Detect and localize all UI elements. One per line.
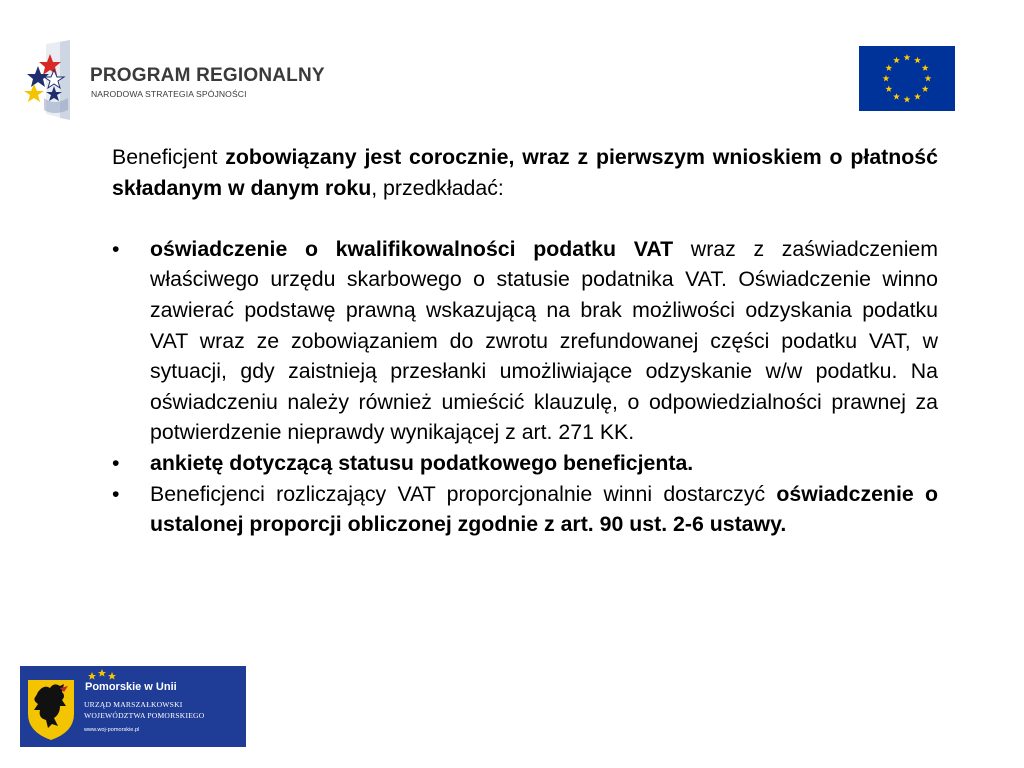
intro-word: Beneficjent xyxy=(112,145,218,169)
bullet-list xyxy=(112,234,938,540)
bullet-bold: ankietę dotyczącą statusu podatkowego beneficjenta. xyxy=(150,450,694,475)
bullet-bold: oświadczenie o ustalonej proporcji obliczonej zgodnie z art. 90 ust. 2-6 ustawy. xyxy=(150,481,938,537)
bullet-bold: oświadczenie o kwalifikowalności podatku VAT xyxy=(150,236,674,261)
intro-paragraph xyxy=(112,142,938,203)
pomorskie-logo xyxy=(20,666,246,747)
intro-bold: zobowiązany jest corocznie, wraz z pierwszym xyxy=(225,145,705,169)
main-content xyxy=(112,142,938,540)
intro-bold-2: wnioskiem o płatność składanym w danym roku xyxy=(112,145,938,200)
bullet-icon: • xyxy=(112,481,120,506)
bullet-item-survey xyxy=(112,448,938,479)
bullet-item-proportion xyxy=(112,479,938,540)
bullet-item-vat-statement xyxy=(112,234,938,448)
footer-url: www.woj-pomorskie.pl xyxy=(84,727,140,733)
bullet-text: wraz z zaświadczeniem właściwego urzędu skarbowego o statusie podatnika VAT. Oświadczenie winno zawierać podstawę prawną wskazującą na brak możliwości odzyskania podatku VAT wraz ze zobowiązaniem do zwrotu zrefundowanej części podatku VAT, w sytuacji, gdy zaistnieją przesłanki umożliwiające odzyskanie w/w podatku. Na oświadczeniu należy również umieścić klauzulę, o odpowiedzialności prawnej za potwierdzenie nieprawdy wynikającej z art. 271 KK. xyxy=(150,236,939,445)
bullet-text: Beneficjenci rozliczający VAT proporcjonalnie winni dostarczyć xyxy=(150,481,777,506)
bullet-icon: • xyxy=(112,236,120,261)
program-subtitle: NARODOWA STRATEGIA SPÓJNOŚCI xyxy=(91,89,247,99)
program-regionalny-logo-icon xyxy=(24,40,94,122)
eu-flag-icon xyxy=(859,46,955,111)
program-title: PROGRAM REGIONALNY xyxy=(90,65,325,86)
footer-line-1: URZĄD MARSZAŁKOWSKI xyxy=(84,700,183,709)
footer-title: Pomorskie w Unii xyxy=(85,681,177,693)
program-regionalny-logo xyxy=(24,40,334,122)
eu-flag xyxy=(859,46,955,111)
footer-line-2: WOJEWÓDZTWA POMORSKIEGO xyxy=(84,711,205,720)
intro-tail: , przedkładać: xyxy=(371,175,504,200)
bullet-icon: • xyxy=(112,450,120,475)
